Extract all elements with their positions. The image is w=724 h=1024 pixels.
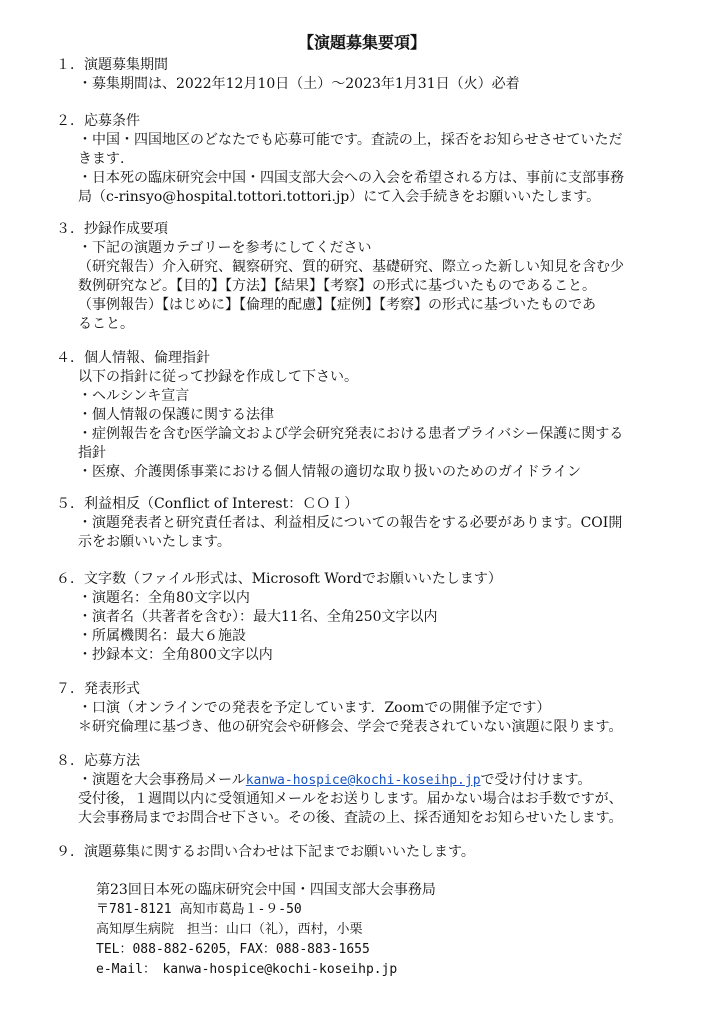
section-heading: ３．抄録作成要項 <box>56 221 168 237</box>
page-title: 【演題募集要項】 <box>297 33 426 52</box>
text-fragment: ・演題を大会事務局メール <box>78 772 246 788</box>
section-coi <box>56 495 676 552</box>
text-line: ・個人情報の保護に関する法律 <box>78 407 274 423</box>
text-line <box>56 771 676 790</box>
text-line: きます. <box>78 151 125 167</box>
contact-office: 第23回日本死の臨床研究会中国・四国支部大会事務局 <box>96 882 436 898</box>
section-inquiries <box>56 843 676 862</box>
text-line: （事例報告）【はじめに】【倫理的配慮】【症例】【考察】の形式に基づいたものであ <box>78 297 596 313</box>
section-character-limits <box>56 570 676 665</box>
section-heading: ８．応募方法 <box>56 753 140 769</box>
text-line: ること。 <box>78 316 134 332</box>
text-line: ・日本死の臨床研究会中国・四国支部大会への入会を希望される方は、事前に支部事務 <box>78 170 624 186</box>
section-heading: １．演題募集期間 <box>56 57 168 73</box>
text-line: ・中国・四国地区のどなたでも応募可能です。査読の上，採否をお知らせさせていただ <box>78 132 623 148</box>
text-line: ・募集期間は、2022年12月10日（土）～2023年1月31日（火）必着 <box>78 76 520 92</box>
text-fragment: で受け付けます。 <box>480 772 592 788</box>
section-application-period <box>56 56 676 94</box>
text-line: ・症例報告を含む医学論文および学会研究発表における患者プライバシー保護に関する <box>78 426 624 442</box>
section-eligibility <box>56 112 676 207</box>
contact-phone: TEL：088-882-6205，FAX：088-883-1655 <box>96 942 370 957</box>
section-heading: ９．演題募集に関するお問い合わせは下記までお願いいたします。 <box>56 844 475 860</box>
contact-address: 〒781-8121 高知市葛島１-９-50 <box>96 902 302 917</box>
section-presentation-format <box>56 680 676 737</box>
text-line: 局（c-rinsyo@hospital.tottori.tottori.jp）にて入会手続きをお願いいたします。 <box>78 189 601 205</box>
text-line: ・口演（オンラインでの発表を予定しています．Zoomでの開催予定です） <box>78 700 551 716</box>
section-heading: ６．文字数（ファイル形式は、Microsoft Wordでお願いいたします） <box>56 571 502 587</box>
contact-person: 高知厚生病院 担当：山口（礼），西村，小栗 <box>96 922 363 937</box>
text-line: 大会事務局までお問合せ下さい。その後、査読の上、採否通知をお知らせいたします。 <box>78 810 623 826</box>
text-line: ・演者名（共著者を含む）：最大11名、全角250文字以内 <box>78 609 438 625</box>
text-line: 数例研究など。【目的】【方法】【結果】【考察】の形式に基づいたものであること。 <box>78 278 596 294</box>
section-heading: ５．利益相反（Conflict of Interest：ＣＯＩ） <box>56 496 359 512</box>
text-line: ・下記の演題カテゴリーを参考にしてください <box>78 240 372 256</box>
text-line: ・ヘルシンキ宣言 <box>78 388 190 404</box>
text-line: （研究報告）介入研究、観察研究、質的研究、基礎研究、際立った新しい知見を含む少 <box>78 259 624 275</box>
text-line: 以下の指針に従って抄録を作成して下さい。 <box>78 369 358 385</box>
text-line: ・演題名：全角80文字以内 <box>78 590 250 606</box>
section-application-method <box>56 752 676 828</box>
text-line: ・所属機関名：最大６施設 <box>78 628 246 644</box>
email-link[interactable]: kanwa-hospice@kochi-koseihp.jp <box>245 773 481 788</box>
text-line: ・演題発表者と研究責任者は、利益相反についての報告をする必要があります。COI開 <box>78 515 623 531</box>
text-line: ・医療、介護関係事業における個人情報の適切な取り扱いのためのガイドライン <box>78 464 582 480</box>
text-line: 指針 <box>78 445 106 461</box>
contact-block <box>96 880 436 980</box>
section-heading: ２．応募条件 <box>56 113 140 129</box>
text-line: 示をお願いいたします。 <box>78 534 231 550</box>
contact-email: e-Mail： kanwa-hospice@kochi-koseihp.jp <box>96 962 398 977</box>
text-line: ＊研究倫理に基づき、他の研究会や研修会、学会で発表されていない演題に限ります。 <box>78 719 623 735</box>
section-heading: ７．発表形式 <box>56 681 140 697</box>
text-line: ・抄録本文：全角800文字以内 <box>78 647 273 663</box>
text-line: 受付後，１週間以内に受領通知メールをお送りします。届かない場合はお手数ですが、 <box>78 791 623 807</box>
section-abstract-guidelines <box>56 220 676 334</box>
section-ethics <box>56 349 676 482</box>
section-heading: ４．個人情報、倫理指針 <box>56 350 210 366</box>
